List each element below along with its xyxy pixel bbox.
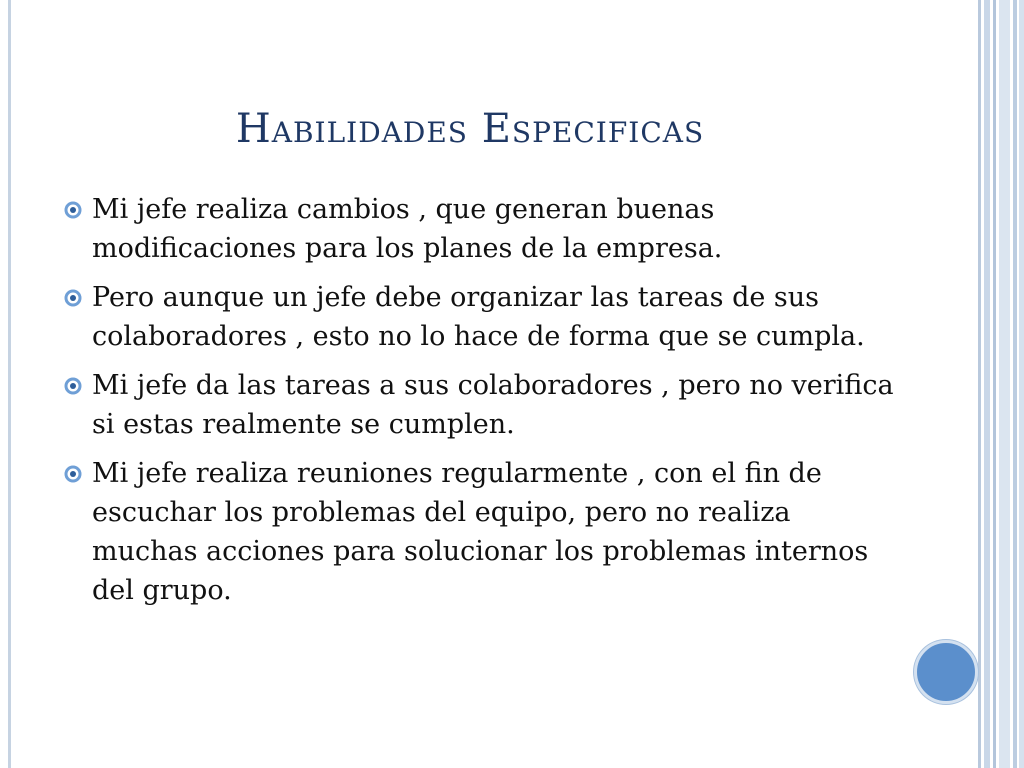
right-stripe	[1013, 0, 1017, 768]
bullet-item	[64, 366, 894, 444]
bullet-text: Mi jefe realiza reuniones regularmente , con el fin de escuchar los problemas del equipo, pero no realiza muchas acciones para solucionar los problemas internos del grupo.	[92, 458, 869, 606]
right-stripe	[993, 0, 996, 768]
slide-title: Habilidades Especificas	[235, 106, 705, 152]
right-stripe	[999, 0, 1010, 768]
bullet-item	[64, 454, 894, 610]
ring-bullet-icon	[64, 465, 82, 483]
ring-bullet-icon	[64, 201, 82, 219]
bullet-list	[64, 190, 894, 620]
right-stripe	[984, 0, 990, 768]
bullet-item	[64, 278, 894, 356]
ring-bullet-icon	[64, 377, 82, 395]
bullet-text: Mi jefe realiza cambios , que generan buenas modificaciones para los planes de la empresa.	[92, 194, 723, 264]
ring-bullet-icon	[64, 289, 82, 307]
bullet-text: Pero aunque un jefe debe organizar las tareas de sus colaboradores , esto no lo hace de forma que se cumpla.	[92, 282, 865, 352]
right-stripe	[978, 0, 981, 768]
right-stripe	[1019, 0, 1024, 768]
bullet-item	[64, 190, 894, 268]
decorative-circle	[914, 640, 978, 704]
bullet-text: Mi jefe da las tareas a sus colaboradores , pero no verifica si estas realmente se cumplen.	[92, 370, 894, 440]
